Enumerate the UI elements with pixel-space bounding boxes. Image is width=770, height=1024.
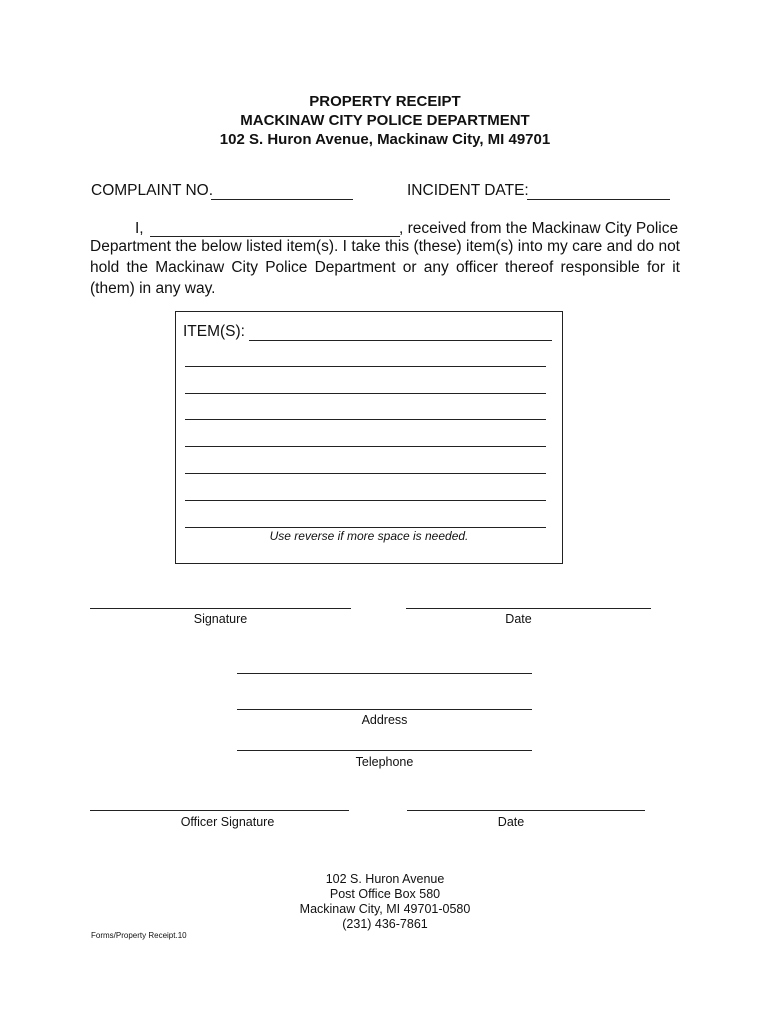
department-address: 102 S. Huron Avenue, Mackinaw City, MI 49701 [219, 131, 551, 148]
item-line[interactable] [249, 340, 552, 341]
signature-caption: Signature [193, 612, 248, 626]
officer-signature-caption: Officer Signature [180, 815, 275, 829]
footer-street: 102 S. Huron Avenue [325, 872, 445, 886]
item-line[interactable] [185, 393, 546, 394]
statement-line-2: Department the below listed item(s). I take this (these) item(s) into my care and do not [90, 238, 680, 255]
officer-signature-field[interactable] [90, 810, 349, 811]
footer-city: Mackinaw City, MI 49701-0580 [299, 902, 471, 916]
form-identifier: Forms/Property Receipt.10 [91, 931, 187, 940]
department-name: MACKINAW CITY POLICE DEPARTMENT [240, 112, 530, 129]
incident-date-label: INCIDENT DATE: [407, 182, 529, 199]
date-field[interactable] [406, 608, 651, 609]
statement-line-4: (them) in any way. [90, 280, 216, 297]
signature-field[interactable] [90, 608, 351, 609]
complaint-number-field[interactable] [211, 199, 353, 200]
document-header [0, 92, 770, 149]
statement-line-3: hold the Mackinaw City Police Department or any officer thereof responsible for it [90, 259, 680, 276]
item-line[interactable] [185, 527, 546, 528]
item-line[interactable] [185, 419, 546, 420]
statement-paragraph [90, 236, 680, 299]
footer-po-box: Post Office Box 580 [329, 887, 441, 901]
document-title: PROPERTY RECEIPT [309, 93, 461, 110]
item-line[interactable] [185, 366, 546, 367]
telephone-field[interactable] [237, 750, 532, 751]
statement-suffix: , received from the Mackinaw City Police [399, 220, 679, 237]
officer-date-caption: Date [497, 815, 525, 829]
complaint-number-label: COMPLAINT NO. [91, 182, 214, 199]
footer-address [0, 872, 770, 932]
officer-date-field[interactable] [407, 810, 645, 811]
telephone-caption: Telephone [355, 755, 414, 769]
incident-date-field[interactable] [527, 199, 670, 200]
item-line[interactable] [185, 446, 546, 447]
item-line[interactable] [185, 500, 546, 501]
footer-phone: (231) 436-7861 [342, 917, 428, 931]
address-caption: Address [361, 713, 408, 727]
items-label: ITEM(S): [183, 323, 245, 340]
address-line-2-field[interactable] [237, 709, 532, 710]
date-caption: Date [505, 612, 532, 626]
statement-prefix: I, [135, 220, 144, 237]
items-note: Use reverse if more space is needed. [269, 529, 469, 543]
item-line[interactable] [185, 473, 546, 474]
address-line-1-field[interactable] [237, 673, 532, 674]
